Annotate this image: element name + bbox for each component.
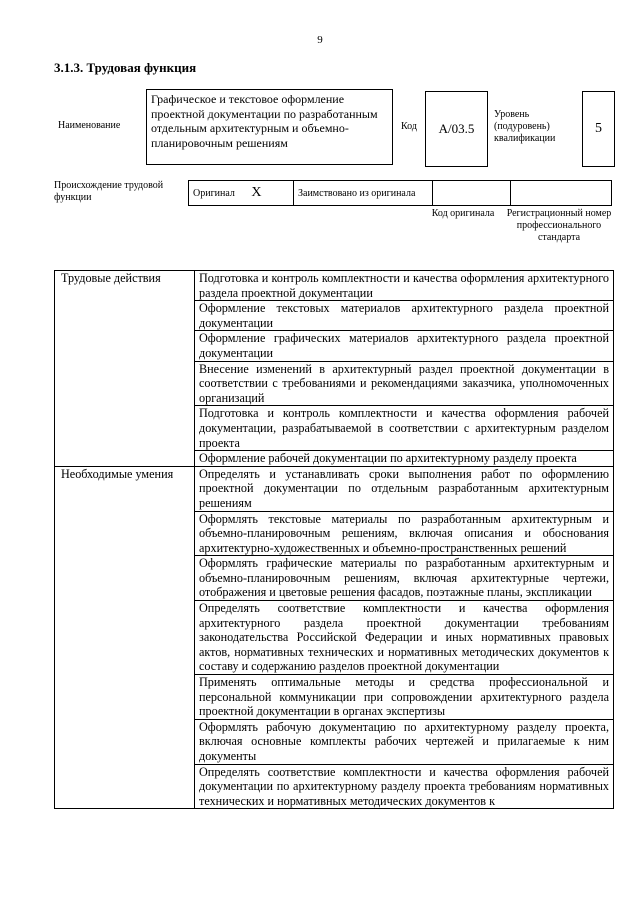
name-label: Наименование (58, 120, 121, 131)
category-cell: Трудовые действия (55, 271, 195, 467)
origin-label: Происхождение трудовой функции (54, 180, 164, 203)
qualification-level-box: 5 (582, 91, 615, 167)
registration-number-caption: Регистрационный номер профессионального стандарта (506, 208, 612, 243)
requirement-cell: Оформлять рабочую документацию по архитектурному разделу проекта, включая основные комплекты рабочих чертежей и прилагаемые к ним документы (195, 719, 614, 764)
requirement-cell: Оформление рабочей документации по архитектурному разделу проекта (195, 451, 614, 467)
origin-table (188, 180, 612, 206)
origin-code-caption: Код оригинала (431, 208, 495, 219)
table-row (55, 466, 614, 511)
requirement-cell: Внесение изменений в архитектурный раздел проектной документации в соответствии с требованиями и рекомендациями заказчика, уполномоченных организаций (195, 361, 614, 406)
requirement-cell: Оформлять графические материалы по разработанным архитектурным и объемно-планировочным решениям, включая архитектурные чертежи, отображения и цветовые решения фасадов, поэтажные планы, экспликации (195, 556, 614, 601)
requirement-cell: Подготовка и контроль комплектности и качества оформления рабочей документации, разрабатываемой в соответствии с архитектурным разделом проекта (195, 406, 614, 451)
requirement-cell: Определять соответствие комплектности и качества оформления рабочей документации по архитектурному разделу проекта требованиям нормативных технических и нормативных методических документов к (195, 764, 614, 809)
page-number: 9 (317, 34, 323, 46)
requirement-cell: Подготовка и контроль комплектности и качества оформления архитектурного раздела проектной документации (195, 271, 614, 301)
table-row (55, 271, 614, 301)
requirement-cell: Определять и устанавливать сроки выполнения работ по оформлению проектной документации по отдельным разработанным архитектурным решениям (195, 466, 614, 511)
function-name-box: Графическое и текстовое оформление проектной документации по разработанным отдельным архитектурным и объемно-планировочным решениям (146, 89, 393, 165)
labor-function-table (54, 270, 614, 809)
requirement-cell: Применять оптимальные методы и средства профессиональной и персональной коммуникации при сопровождении архитектурного раздела проектной документации в органах экспертизы (195, 675, 614, 720)
function-code-box: А/03.5 (425, 91, 488, 167)
original-label: Оригинал (193, 188, 235, 199)
level-label: Уровень (подуровень) квалификации (494, 109, 556, 144)
code-label: Код (401, 121, 417, 132)
requirement-cell: Оформление графических материалов архитектурного раздела проектной документации (195, 331, 614, 361)
borrowed-cell: Заимствовано из оригинала (294, 181, 433, 206)
original-mark: Х (251, 185, 262, 200)
requirement-cell: Оформление текстовых материалов архитектурного раздела проектной документации (195, 301, 614, 331)
requirement-cell: Определять соответствие комплектности и качества оформления архитектурного раздела проектной документации требованиям законодательства Российской Федерации и иных нормативных правовых актов, нормативных технических и нормативных методических документов к составу и содержанию разделов проектной документации (195, 601, 614, 675)
section-title: 3.1.3. Трудовая функция (54, 60, 197, 75)
original-cell (189, 181, 294, 206)
origin-code-cell (433, 181, 511, 206)
registration-number-cell (511, 181, 612, 206)
requirement-cell: Оформлять текстовые материалы по разработанным архитектурным и объемно-планировочным решениям, включая описания и обоснования архитектурно-художественных и объемно-пространственных решений (195, 511, 614, 556)
category-cell: Необходимые умения (55, 466, 195, 809)
